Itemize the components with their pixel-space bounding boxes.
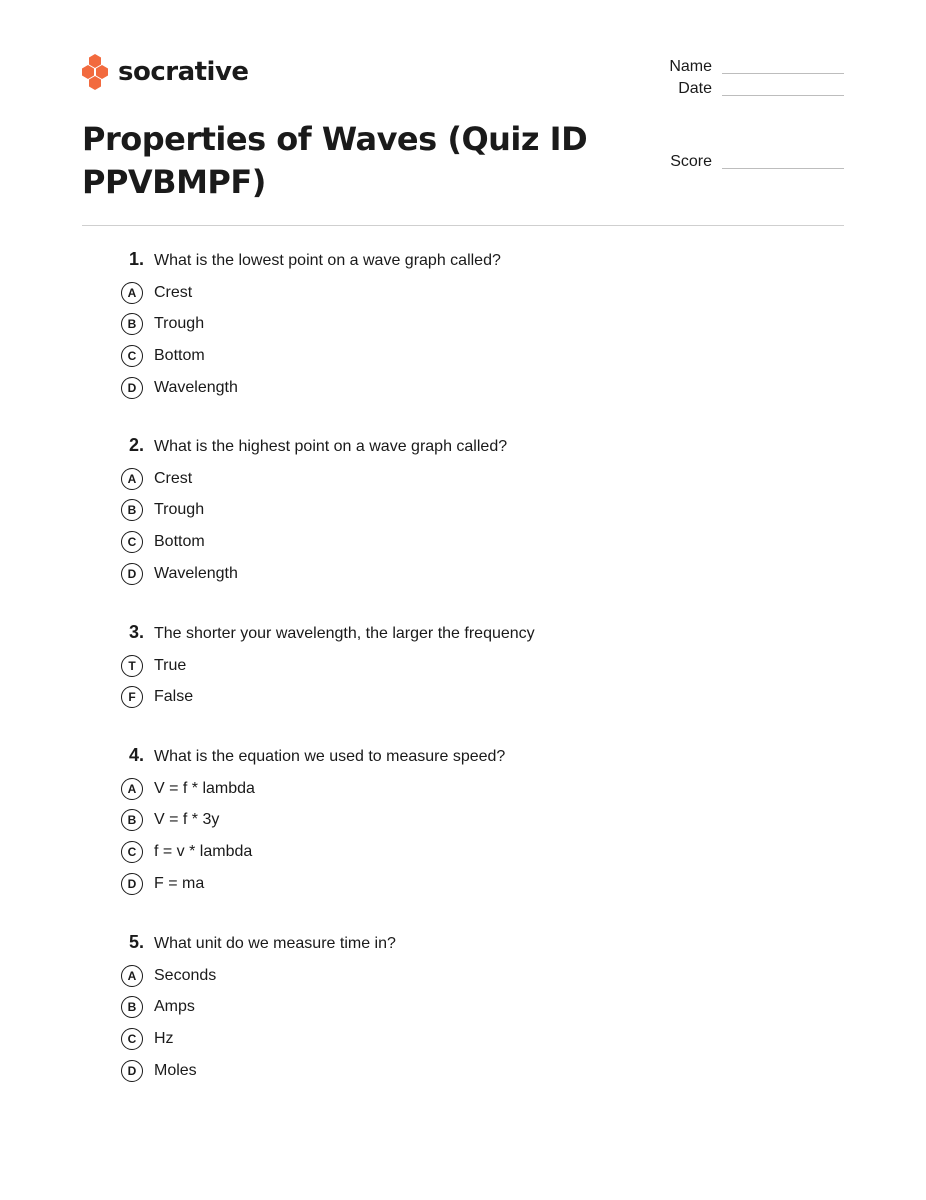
- question-number: 5.: [128, 932, 144, 952]
- option-text: Trough: [154, 501, 205, 519]
- option-letter-badge: C: [121, 841, 143, 863]
- option-letter-badge: D: [121, 377, 143, 399]
- option-text: Amps: [154, 998, 195, 1016]
- score-label: Score: [670, 153, 712, 170]
- option-text: Bottom: [154, 532, 205, 550]
- date-label: Date: [678, 80, 712, 97]
- option-letter-badge: B: [121, 499, 143, 521]
- option-b: [120, 805, 820, 837]
- option-text: f = v * lambda: [154, 842, 253, 860]
- quiz-title: Properties of Waves (Quiz ID PPVBMPF): [82, 120, 588, 201]
- option-text: Wavelength: [154, 564, 238, 582]
- option-a: [120, 960, 820, 992]
- option-text: Crest: [154, 469, 193, 487]
- option-text: Bottom: [154, 346, 205, 364]
- option-text: True: [154, 656, 187, 674]
- option-letter-badge: B: [121, 809, 143, 831]
- socrative-logo: [82, 52, 249, 92]
- question-number: 4.: [128, 745, 144, 765]
- option-letter-badge: C: [121, 531, 143, 553]
- question-number: 1.: [128, 249, 144, 269]
- brand-name: socrative: [118, 57, 249, 87]
- option-text: F = ma: [154, 874, 205, 892]
- question-header: [120, 745, 820, 773]
- option-text: Crest: [154, 283, 193, 301]
- option-a: [120, 277, 820, 309]
- option-text: Seconds: [154, 966, 217, 984]
- question-text: The shorter your wavelength, the larger the frequency: [154, 625, 535, 642]
- option-text: Trough: [154, 315, 205, 333]
- option-d: [120, 868, 820, 900]
- question-header: [120, 622, 820, 650]
- option-b: [120, 495, 820, 527]
- option-letter-badge: C: [121, 1028, 143, 1050]
- option-c: [120, 1023, 820, 1055]
- option-letter-badge: A: [121, 282, 143, 304]
- option-b: [120, 992, 820, 1024]
- option-letter-badge: D: [121, 563, 143, 585]
- date-field: [652, 80, 844, 98]
- option-text: V = f * 3y: [154, 811, 220, 829]
- question-text: What is the lowest point on a wave graph called?: [154, 252, 501, 269]
- option-text: Hz: [154, 1029, 174, 1047]
- question-number: 2.: [128, 435, 144, 455]
- option-letter-badge: B: [121, 313, 143, 335]
- option-a: [120, 773, 820, 805]
- option-text: Wavelength: [154, 378, 238, 396]
- option-letter-badge: C: [121, 345, 143, 367]
- option-letter-badge: F: [121, 686, 143, 708]
- question-header: [120, 435, 820, 463]
- name-line: [722, 72, 844, 74]
- option-text: Moles: [154, 1061, 197, 1079]
- question-3: [120, 622, 820, 713]
- question-5: [120, 932, 820, 1086]
- question-number: 3.: [128, 622, 144, 642]
- option-b: [120, 309, 820, 341]
- header-divider: [82, 225, 844, 226]
- socrative-hexagon-icon: [82, 54, 110, 90]
- option-a: [120, 463, 820, 495]
- question-header: [120, 932, 820, 960]
- option-letter-badge: A: [121, 468, 143, 490]
- option-d: [120, 372, 820, 404]
- name-field: [652, 58, 844, 76]
- question-1: [120, 249, 820, 403]
- option-d: [120, 558, 820, 590]
- option-c: [120, 340, 820, 372]
- question-2: [120, 435, 820, 589]
- option-true: [120, 650, 820, 682]
- score-line: [722, 167, 844, 169]
- question-text: What is the highest point on a wave graph called?: [154, 438, 508, 455]
- option-text: False: [154, 688, 194, 706]
- option-letter-badge: D: [121, 873, 143, 895]
- question-text: What unit do we measure time in?: [154, 935, 396, 952]
- score-field: [652, 153, 844, 171]
- date-line: [722, 94, 844, 96]
- name-label: Name: [669, 58, 712, 75]
- option-letter-badge: B: [121, 996, 143, 1018]
- option-letter-badge: D: [121, 1060, 143, 1082]
- question-text: What is the equation we used to measure speed?: [154, 748, 506, 765]
- question-header: [120, 249, 820, 277]
- option-c: [120, 526, 820, 558]
- question-4: [120, 745, 820, 899]
- option-c: [120, 836, 820, 868]
- option-false: [120, 682, 820, 714]
- option-letter-badge: A: [121, 965, 143, 987]
- option-letter-badge: A: [121, 778, 143, 800]
- option-d: [120, 1055, 820, 1087]
- option-text: V = f * lambda: [154, 779, 255, 797]
- option-letter-badge: T: [121, 655, 143, 677]
